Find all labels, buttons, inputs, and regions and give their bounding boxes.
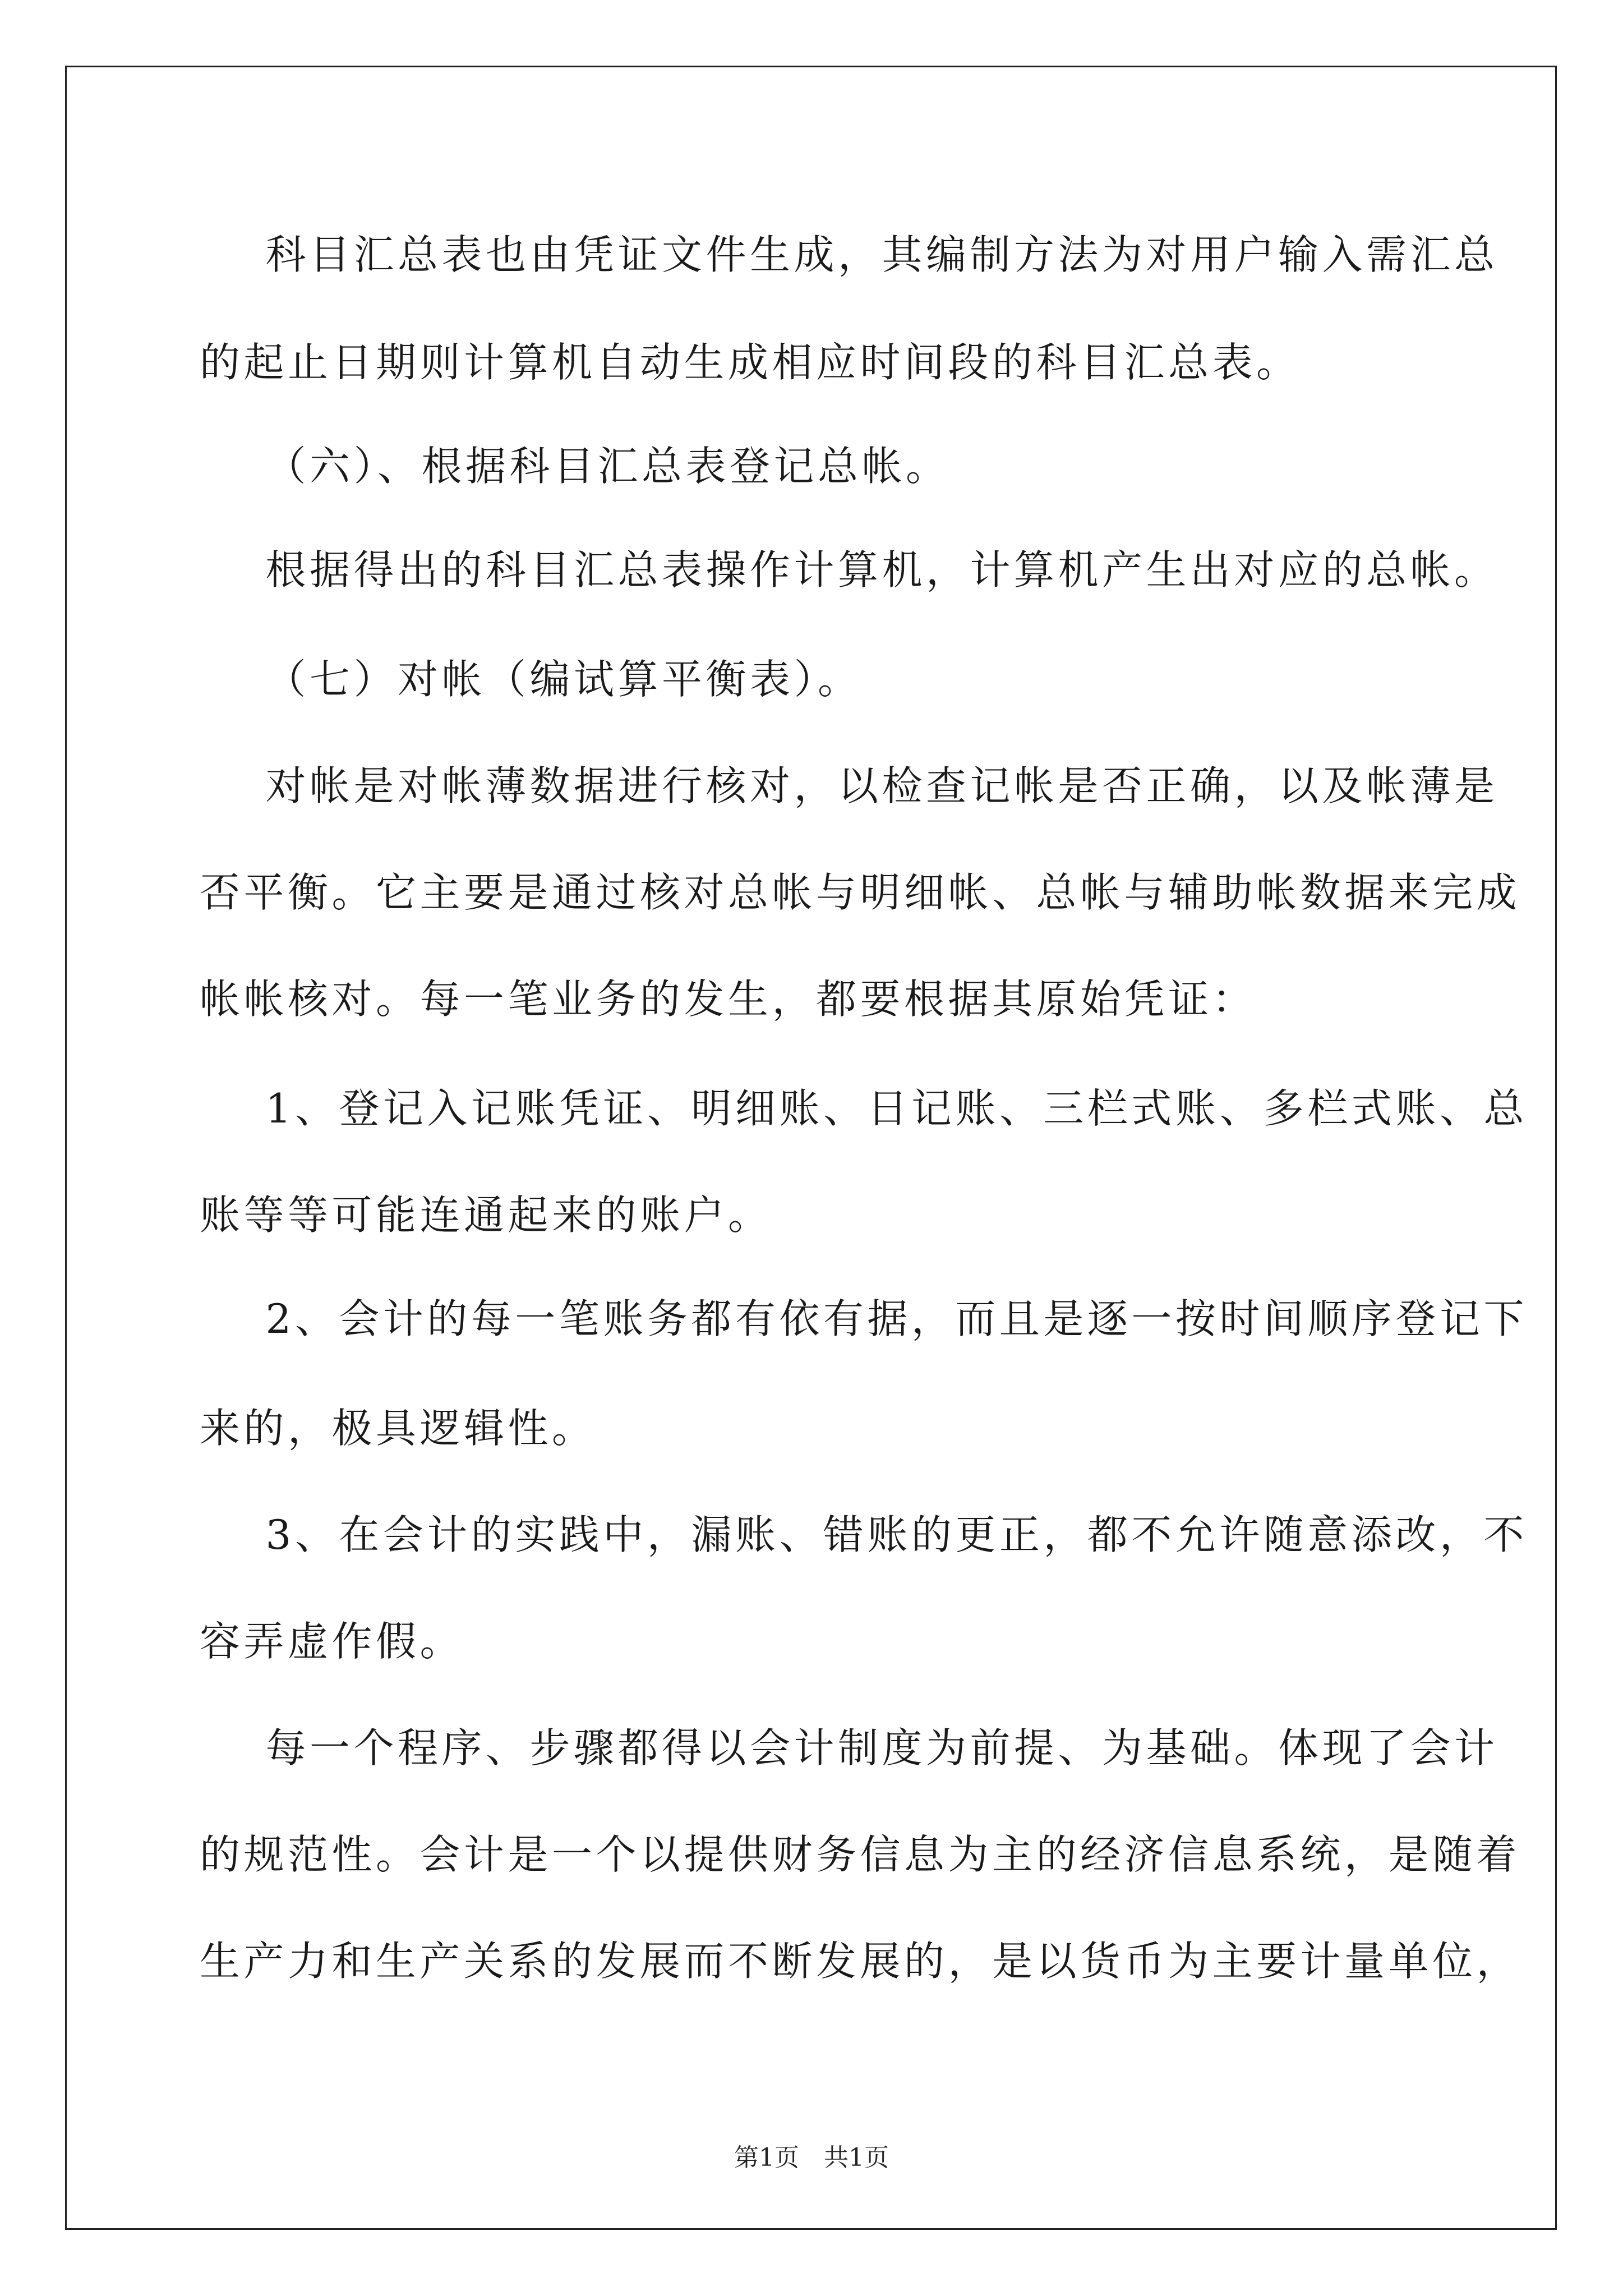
paragraph-line: 3、在会计的实践中，漏账、错账的更正，都不允许随意添改，不 (200, 1511, 1528, 1558)
paragraph-line: 每一个程序、步骤都得以会计制度为前提、为基础。体现了会计 (200, 1724, 1498, 1772)
paragraph-line: 对帐是对帐薄数据进行核对，以检查记帐是否正确，以及帐薄是 (200, 762, 1498, 809)
paragraph-line: 帐帐核对。每一笔业务的发生，都要根据其原始凭证： (200, 976, 1257, 1023)
paragraph-line: 账等等可能连通起来的账户。 (200, 1191, 772, 1239)
paragraph-line: 否平衡。它主要是通过核对总帐与明细帐、总帐与辅助帐数据来完成 (200, 869, 1521, 916)
page-footer: 第1页 共1页 (734, 2143, 889, 2172)
paragraph-line: 2、会计的每一笔账务都有依有据，而且是逐一按时间顺序登记下 (200, 1295, 1528, 1342)
page-border (65, 66, 1557, 2230)
paragraph-line: 1、登记入记账凭证、明细账、日记账、三栏式账、多栏式账、总 (200, 1085, 1528, 1132)
paragraph-line: 的起止日期则计算机自动生成相应时间段的科目汇总表。 (200, 339, 1301, 386)
paragraph-line: 生产力和生产关系的发展而不断发展的，是以货币为主要计量单位， (200, 1938, 1521, 1985)
paragraph-line: （七）对帐（编试算平衡表）。 (200, 656, 862, 703)
paragraph-line: 来的，极具逻辑性。 (200, 1405, 596, 1452)
paragraph-line: 根据得出的科目汇总表操作计算机，计算机产生出对应的总帐。 (200, 546, 1498, 593)
paragraph-line: 的规范性。会计是一个以提供财务信息为主的经济信息系统，是随着 (200, 1831, 1521, 1878)
paragraph-line: （六）、根据科目汇总表登记总帐。 (200, 443, 950, 490)
paragraph-line: 容弄虚作假。 (200, 1618, 464, 1665)
paragraph-line: 科目汇总表也由凭证文件生成，其编制方法为对用户输入需汇总 (200, 231, 1498, 278)
